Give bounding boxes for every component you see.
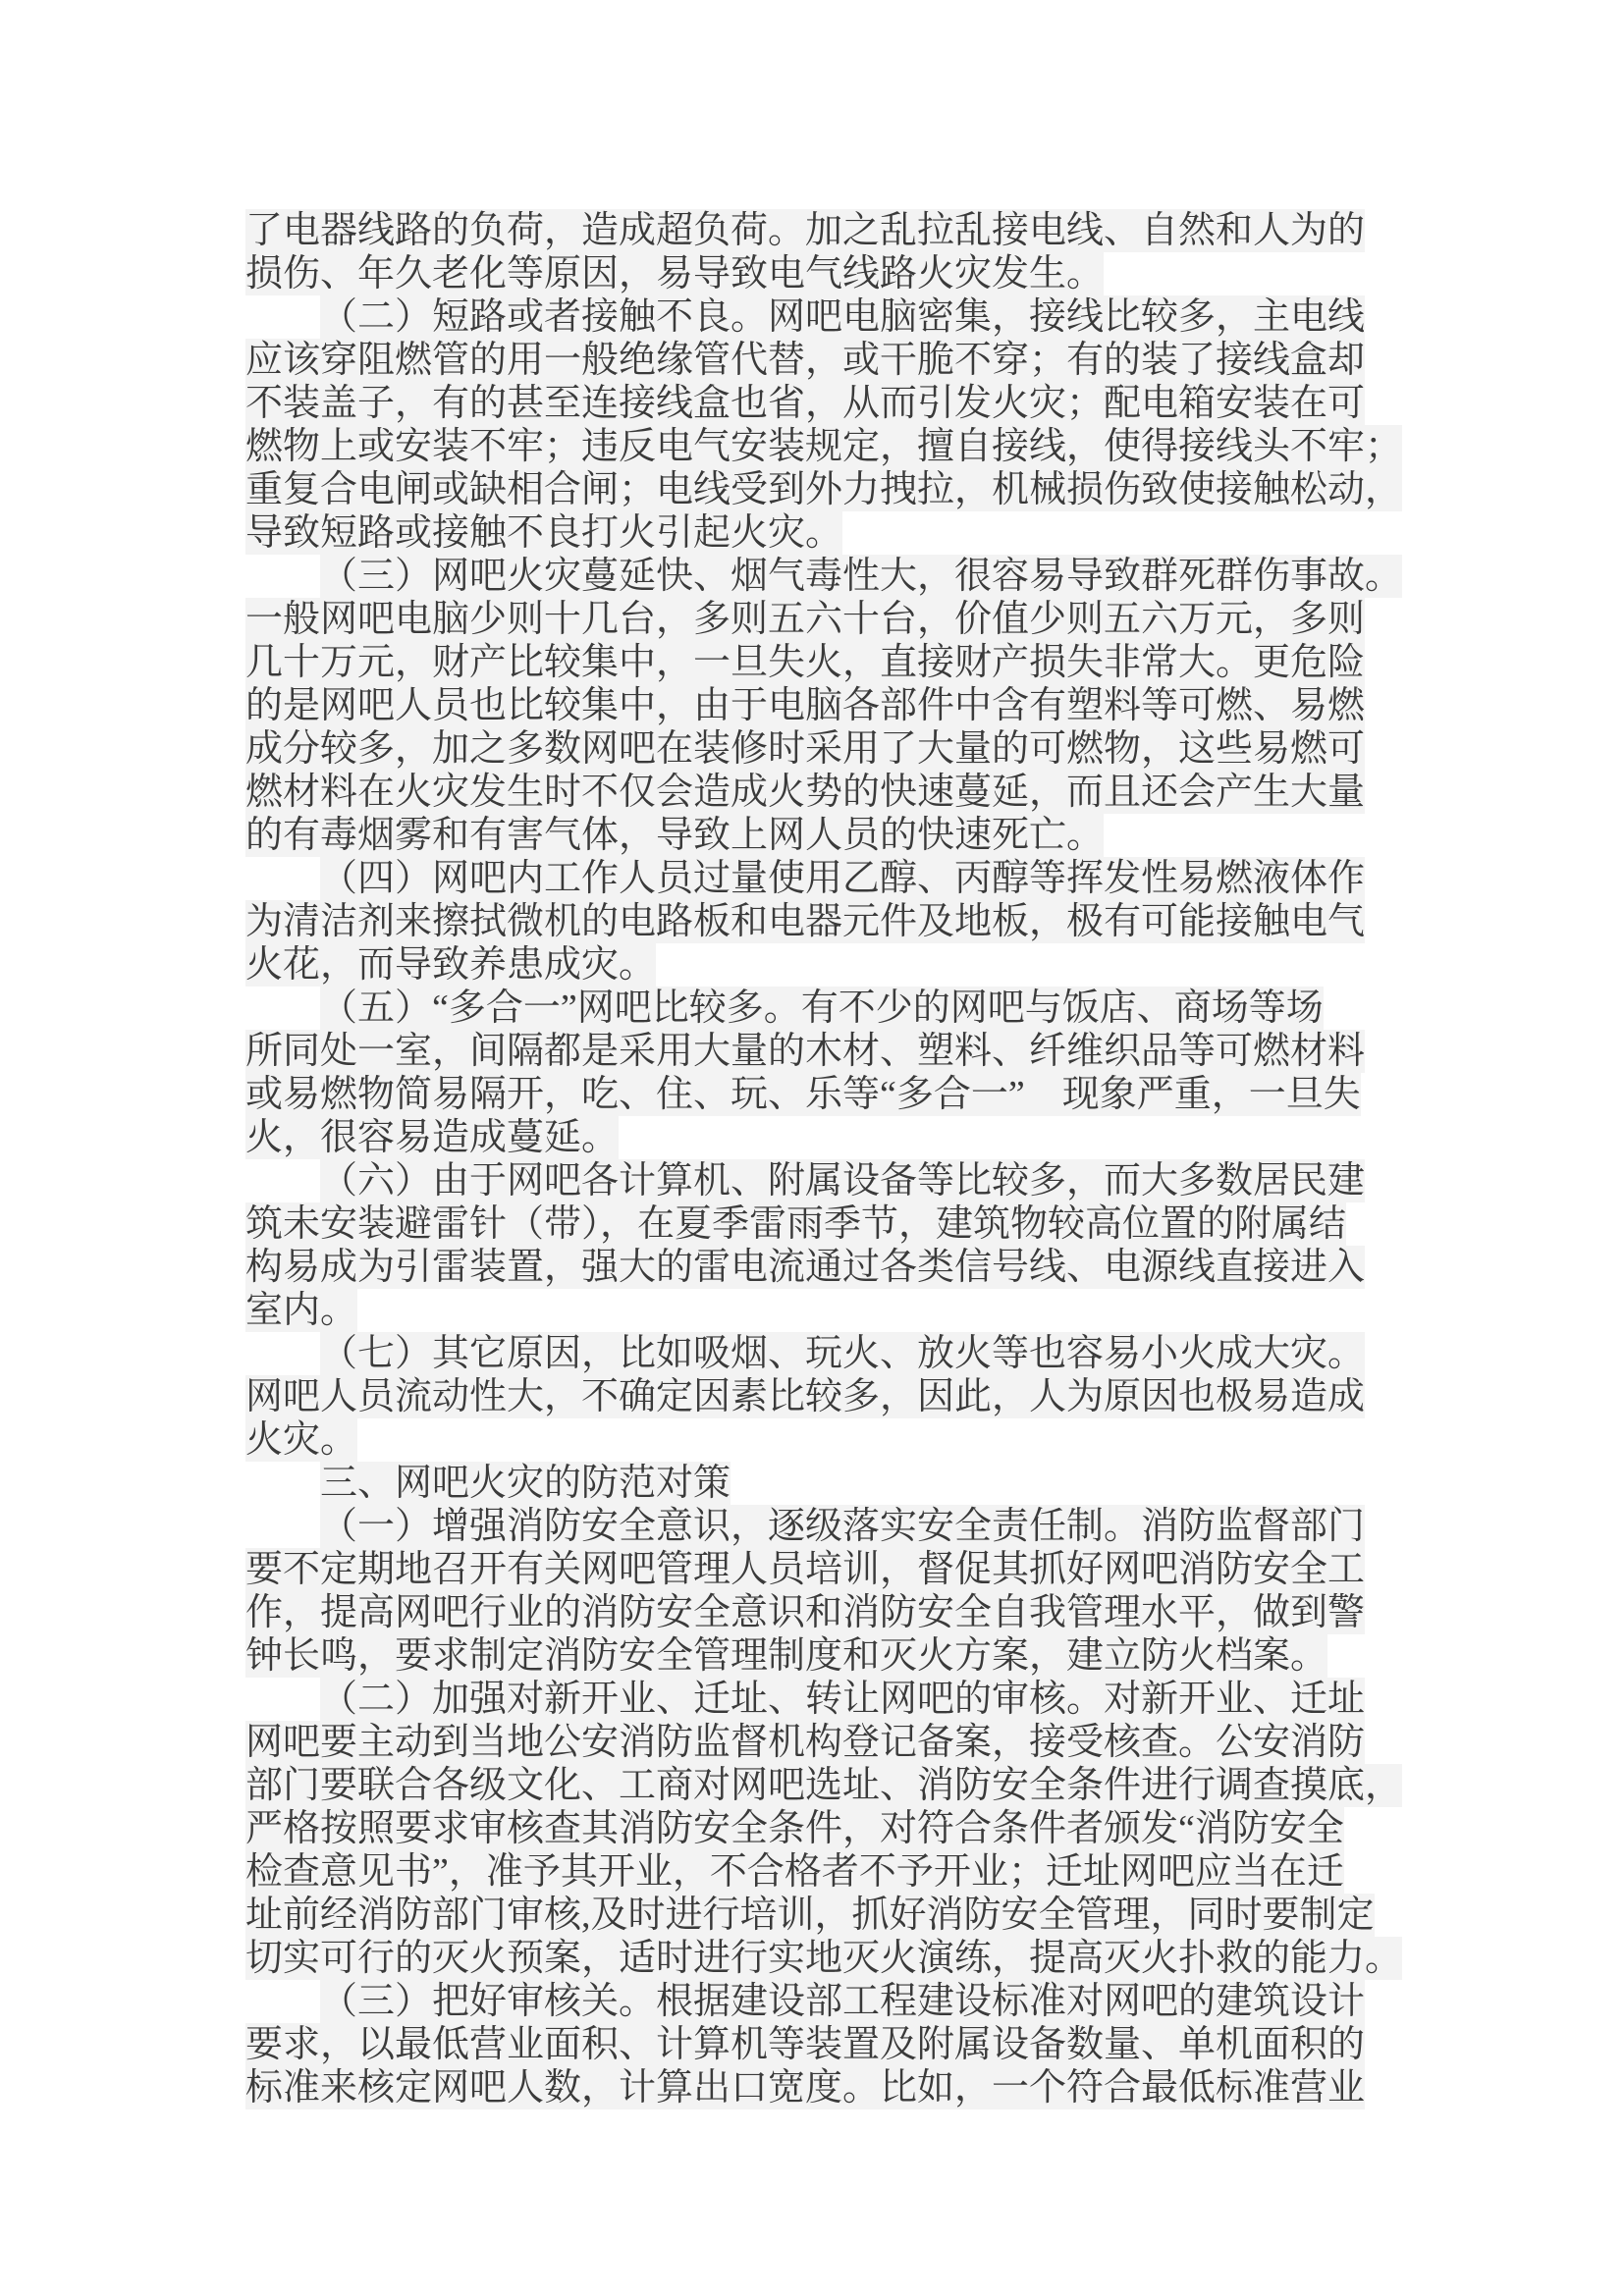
text-line-highlight: 筑未安装避雷针（带），在夏季雷雨季节，建筑物较高位置的附属结 xyxy=(245,1203,1347,1245)
text-line xyxy=(245,900,1463,943)
text-line-highlight: （五）“多合一”网吧比较多。有不少的网吧与饭店、商场等场 xyxy=(320,988,1324,1029)
text-line-highlight: 火花，而导致养患成灾。 xyxy=(245,944,657,986)
text-line xyxy=(245,857,1463,900)
text-line-highlight: （三）网吧火灾蔓延快、烟气毒性大，很容易导致群死群伤事故。 xyxy=(320,556,1403,597)
text-line xyxy=(245,2066,1463,2109)
text-line xyxy=(245,771,1463,814)
text-line xyxy=(245,641,1463,684)
text-line xyxy=(245,468,1463,511)
document-text-body xyxy=(245,209,1463,2109)
text-line xyxy=(245,1202,1463,1246)
text-line-highlight: （六）由于网吧各计算机、附属设备等比较多，而大多数居民建 xyxy=(320,1160,1366,1201)
text-line-highlight: 重复合电闸或缺相合闸；电线受到外力拽拉，机械损伤致使接触松动， xyxy=(245,469,1403,510)
text-line xyxy=(245,1807,1463,1850)
text-line-highlight: 导致短路或接触不良打火引起火灾。 xyxy=(245,512,843,554)
text-line-highlight: 成分较多，加之多数网吧在装修时采用了大量的可燃物，这些易燃可 xyxy=(245,728,1366,770)
text-line xyxy=(245,814,1463,857)
text-line-highlight: 或易燃物简易隔开，吃、住、玩、乐等“多合一” 现象严重，一旦失 xyxy=(245,1074,1361,1115)
text-line-highlight: 火，很容易造成蔓延。 xyxy=(245,1117,620,1158)
text-line-highlight: 要不定期地召开有关网吧管理人员培训，督促其抓好网吧消防安全工 xyxy=(245,1549,1366,1590)
text-line xyxy=(245,598,1463,641)
text-line xyxy=(245,1116,1463,1159)
text-line-highlight: 部门要联合各级文化、工商对网吧选址、消防安全条件进行调查摸底， xyxy=(245,1765,1403,1806)
text-line-highlight: 严格按照要求审核查其消防安全条件，对符合条件者颁发“消防安全 xyxy=(245,1808,1344,1849)
text-line-highlight: 所同处一室，间隔都是采用大量的木材、塑料、纤维织品等可燃材料 xyxy=(245,1031,1366,1072)
text-line-highlight: 标准来核定网吧人数，计算出口宽度。比如，一个符合最低标准营业 xyxy=(245,2067,1366,2109)
text-line xyxy=(245,1418,1463,1462)
text-line xyxy=(245,425,1463,468)
text-line xyxy=(245,1462,1463,1505)
text-line-highlight: （二）短路或者接触不良。网吧电脑密集，接线比较多，主电线 xyxy=(320,296,1366,338)
text-line-highlight: 构易成为引雷装置，强大的雷电流通过各类信号线、电源线直接进入 xyxy=(245,1247,1366,1288)
text-line xyxy=(245,684,1463,727)
text-line xyxy=(245,511,1463,555)
text-line xyxy=(245,1246,1463,1289)
text-line-highlight: 钟长鸣，要求制定消防安全管理制度和灭火方案，建立防火档案。 xyxy=(245,1635,1328,1677)
text-line xyxy=(245,555,1463,598)
text-line-highlight: （七）其它原因，比如吸烟、玩火、放火等也容易小火成大灾。 xyxy=(320,1333,1366,1374)
text-line xyxy=(245,1332,1463,1375)
text-line-highlight: 燃物上或安装不牢；违反电气安装规定，擅自接线，使得接线头不牢； xyxy=(245,426,1403,467)
text-line-highlight: 燃材料在火灾发生时不仅会造成火势的快速蔓延，而且还会产生大量 xyxy=(245,772,1366,813)
text-line xyxy=(245,1894,1463,1937)
text-line-highlight: 切实可行的灭火预案，适时进行实地灭火演练，提高灭火扑救的能力。 xyxy=(245,1938,1403,1979)
text-line xyxy=(245,1850,1463,1894)
text-line-highlight: 一般网吧电脑少则十几台，多则五六十台，价值少则五六万元，多则 xyxy=(245,599,1366,640)
text-line-highlight: 的是网吧人员也比较集中，由于电脑各部件中含有塑料等可燃、易燃 xyxy=(245,685,1366,726)
text-line xyxy=(245,1159,1463,1202)
text-line xyxy=(245,1591,1463,1634)
text-line xyxy=(245,209,1463,252)
text-line-highlight: 址前经消防部门审核,及时进行培训，抓好消防安全管理，同时要制定 xyxy=(245,1895,1375,1936)
text-line xyxy=(245,1030,1463,1073)
text-line-highlight: 检查意见书”，准予其开业，不合格者不予开业；迁址网吧应当在迁 xyxy=(245,1851,1344,1893)
text-line xyxy=(245,1980,1463,2023)
text-line-highlight: 了电器线路的负荷，造成超负荷。加之乱拉乱接电线、自然和人为的 xyxy=(245,210,1366,251)
text-line xyxy=(245,943,1463,987)
text-line-highlight: （三）把好审核关。根据建设部工程建设标准对网吧的建筑设计 xyxy=(320,1981,1366,2022)
text-line xyxy=(245,1678,1463,1721)
text-line xyxy=(245,1548,1463,1591)
text-line xyxy=(245,1073,1463,1116)
text-line xyxy=(245,295,1463,339)
text-line-highlight: 损伤、年久老化等原因，易导致电气线路火灾发生。 xyxy=(245,253,1105,294)
text-line-highlight: 几十万元，财产比较集中，一旦失火，直接财产损失非常大。更危险 xyxy=(245,642,1366,683)
text-line xyxy=(245,727,1463,771)
text-line-highlight: 为清洁剂来擦拭微机的电路板和电器元件及地板，极有可能接触电气 xyxy=(245,901,1366,942)
text-line-highlight: 应该穿阻燃管的用一般绝缘管代替，或干脆不穿；有的装了接线盒却 xyxy=(245,340,1366,381)
text-line xyxy=(245,1375,1463,1418)
text-line xyxy=(245,987,1463,1030)
text-line xyxy=(245,1764,1463,1807)
text-line-highlight: 火灾。 xyxy=(245,1419,358,1461)
text-line xyxy=(245,1289,1463,1332)
text-line-highlight: 网吧人员流动性大，不确定因素比较多，因此，人为原因也极易造成 xyxy=(245,1376,1366,1417)
text-line-highlight: 作，提高网吧行业的消防安全意识和消防安全自我管理水平，做到警 xyxy=(245,1592,1366,1633)
text-line xyxy=(245,1937,1463,1980)
text-line xyxy=(245,382,1463,425)
text-line-highlight: 不装盖子，有的甚至连接线盒也省，从而引发火灾；配电箱安装在可 xyxy=(245,383,1366,424)
text-line xyxy=(245,2023,1463,2066)
text-line-highlight: （二）加强对新开业、迁址、转让网吧的审核。对新开业、迁址 xyxy=(320,1679,1366,1720)
text-line xyxy=(245,1505,1463,1548)
text-line-highlight: （一）增强消防安全意识，逐级落实安全责任制。消防监督部门 xyxy=(320,1506,1366,1547)
text-line xyxy=(245,1634,1463,1678)
text-line-highlight: 三、网吧火灾的防范对策 xyxy=(320,1463,731,1504)
text-line xyxy=(245,1721,1463,1764)
document-page xyxy=(245,209,1463,2109)
text-line xyxy=(245,339,1463,382)
text-line xyxy=(245,252,1463,295)
text-line-highlight: 室内。 xyxy=(245,1290,358,1331)
text-line-highlight: 的有毒烟雾和有害气体，导致上网人员的快速死亡。 xyxy=(245,815,1105,856)
text-line-highlight: 网吧要主动到当地公安消防监督机构登记备案，接受核查。公安消防 xyxy=(245,1722,1366,1763)
text-line-highlight: 要求，以最低营业面积、计算机等装置及附属设备数量、单机面积的 xyxy=(245,2024,1366,2065)
text-line-highlight: （四）网吧内工作人员过量使用乙醇、丙醇等挥发性易燃液体作 xyxy=(320,858,1366,899)
